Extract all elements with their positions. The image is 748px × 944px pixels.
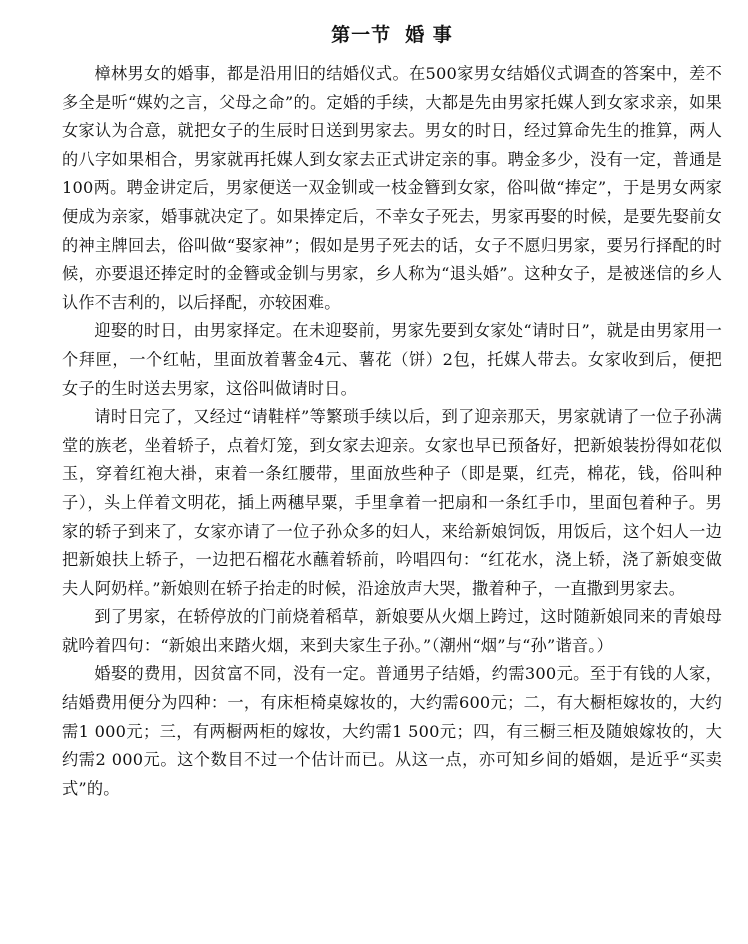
paragraph-wedding-costs: 婚娶的费用，因贫富不同，没有一定。普通男子结婚，约需300元。至于有钱的人家，结婚费用便分为四种：一，有床柜椅桌嫁妆的，大约需600元；二，有大橱柜嫁妆的，大约需1 000元；三，有两橱两柜的嫁妆，大约需1 500元；四，有三橱三柜及随娘嫁妆的，大约需2 000元。这个数目不过一个估计而已。从这一点，亦可知乡间的婚姻，是近乎“买卖式”的。 [62,664,722,798]
paragraph-wedding-date: 迎娶的时日，由男家择定。在未迎娶前，男家先要到女家处“请时日”，就是由男家用一个拜匣，一个红帖，里面放着薯金4元、薯花（饼）2包，托媒人带去。女家收到后，便把女子的生时送去男家，这俗叫做请时日。 [62,321,722,398]
paragraph-welcoming-bride: 请时日完了，又经过“请鞋样”等繁琐手续以后，到了迎亲那天，男家就请了一位子孙满堂的族老，坐着轿子，点着灯笼，到女家去迎亲。女家也早已预备好，把新娘装扮得如花似玉，穿着红袍大褂，束着一条红腰带，里面放些种子（即是粟，红壳，棉花，钱，俗叫种子），头上佯着文明花，插上两穗早粟，手里拿着一把扇和一条红手巾，里面包着种子。男家的轿子到来了，女家亦请了一位子孙众多的妇人，来给新娘饲饭，用饭后，这个妇人一边把新娘扶上轿子，一边把石榴花水蘸着轿前，吟唱四句：“红花水，浇上轿，浇了新娘变做夫人阿奶样。”新娘则在轿子抬走的时候，沿途放声大哭，撒着种子，一直撒到男家去。 [62,407,722,598]
section-title [62,22,722,48]
section-heading: 婚 事 [405,24,453,46]
paragraph-arrival: 到了男家，在轿停放的门前烧着稻草，新娘要从火烟上跨过，这时随新娘同来的青娘母就吟着四句：“新娘出来踏火烟，来到夫家生子孙。”（潮州“烟”与“孙”谐音。） [62,607,722,655]
document-page [62,22,722,803]
paragraph-betrothal: 樟林男女的婚事，都是沿用旧的结婚仪式。在500家男女结婚仪式调查的答案中，差不多全是听“媒妁之言，父母之命”的。定婚的手续，大都是先由男家托媒人到女家求亲，如果女家认为合意，就把女子的生辰时日送到男家去。男女的时日，经过算命先生的推算，两人的八字如果相合，男家就再托媒人到女家去正式讲定亲的事。聘金多少，没有一定，普通是100两。聘金讲定后，男家便送一双金钏或一枝金簪到女家，俗叫做“捧定”，于是男女两家便成为亲家，婚事就决定了。如果捧定后，不幸女子死去，男家再娶的时候，是要先娶前女的神主牌回去，俗叫做“娶家神”；假如是男子死去的话，女子不愿归男家，要另行择配的时候，亦要退还捧定时的金簪或金钏与男家，乡人称为“退头婚”。这种女子，是被迷信的乡人认作不吉利的，以后择配，亦较困难。 [62,64,722,312]
section-number: 第一节 [331,24,392,46]
